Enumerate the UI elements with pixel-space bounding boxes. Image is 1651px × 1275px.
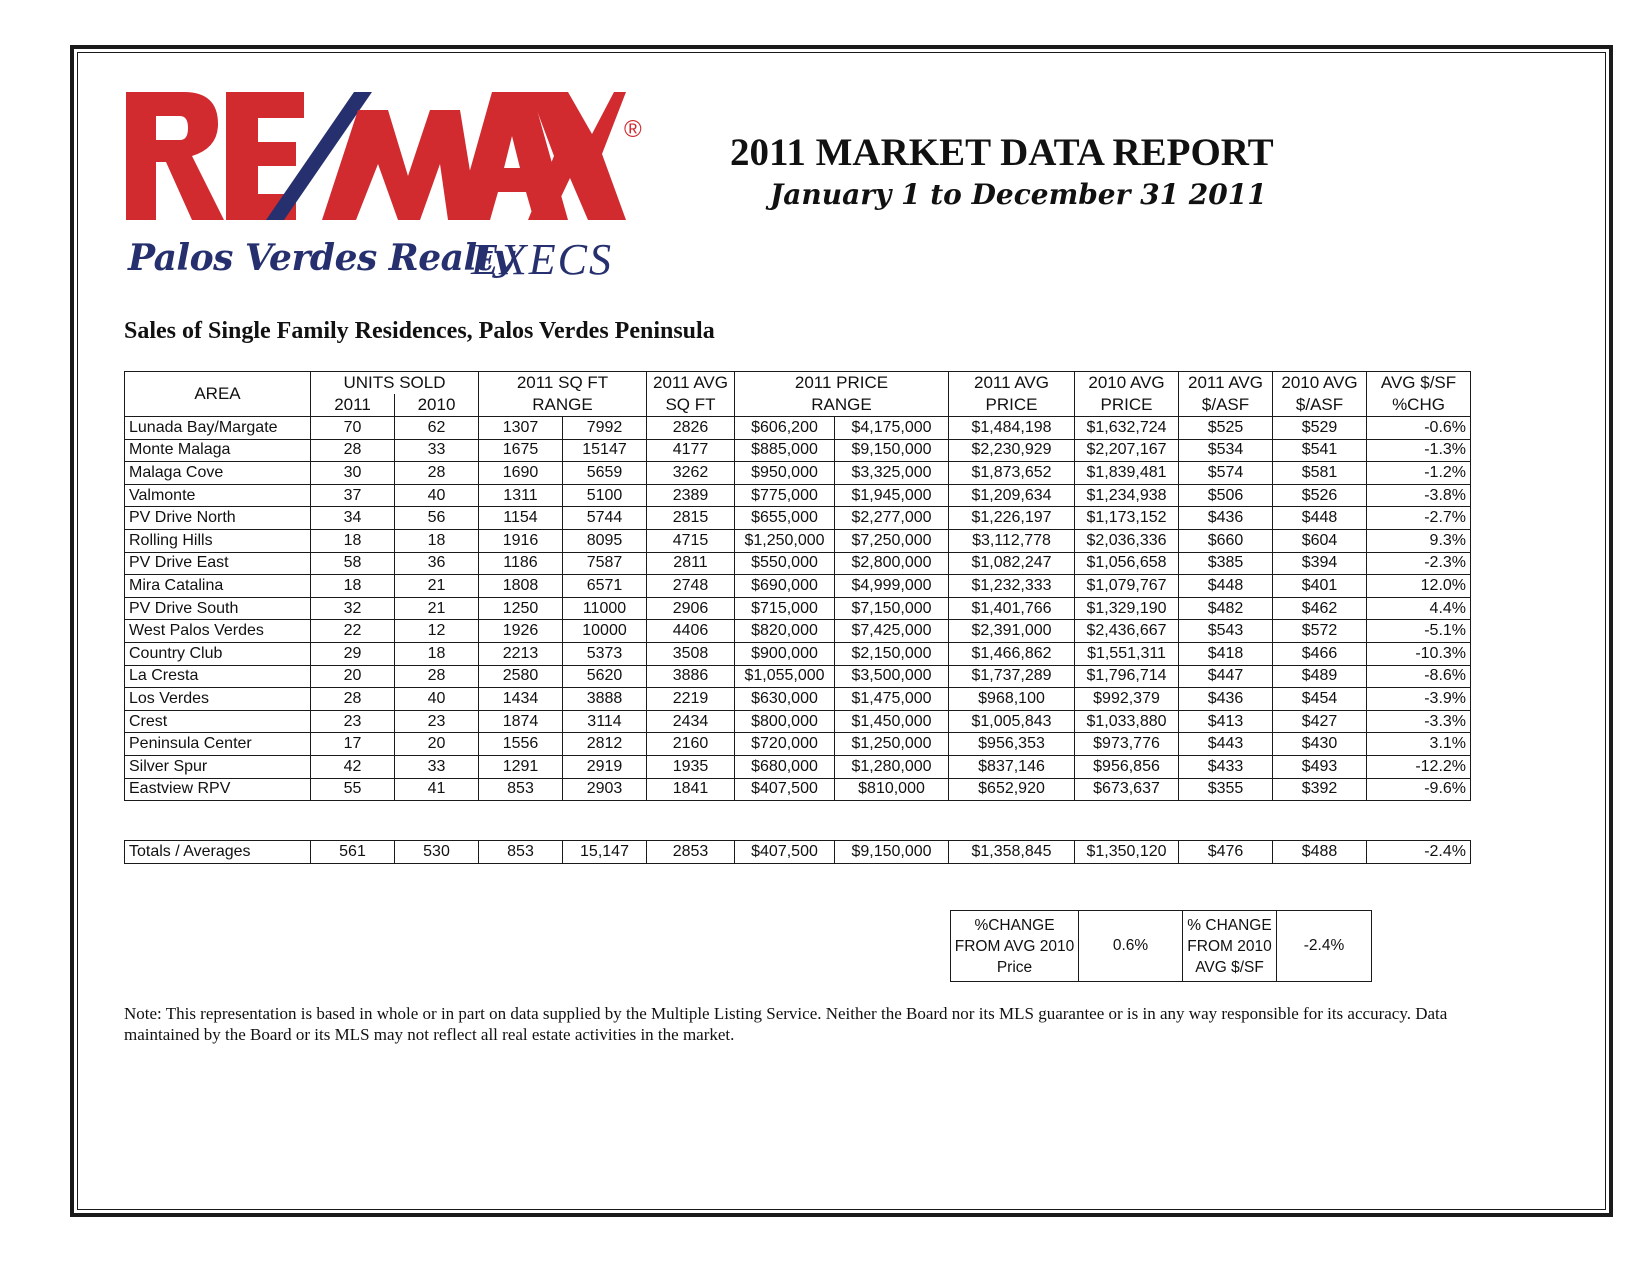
cell-avg-price-2010: $2,036,336 — [1075, 529, 1179, 552]
table-row — [125, 417, 1471, 440]
cell-units-2011: 22 — [311, 620, 395, 643]
header-units-sold: UNITS SOLD — [311, 372, 479, 395]
cell-sqft-min: 1291 — [479, 755, 563, 778]
cell-price-max: $7,150,000 — [835, 597, 949, 620]
table-row — [125, 575, 1471, 598]
header-avg-price-2011-sub: PRICE — [949, 394, 1075, 417]
price-change-label-line3: Price — [996, 958, 1033, 976]
header-avg-sqft: 2011 AVG — [647, 372, 735, 395]
cell-sqft-max: 2812 — [563, 733, 647, 756]
cell-avg-price-2011: $1,209,634 — [949, 484, 1075, 507]
cell-asf-2011: $443 — [1179, 733, 1273, 756]
table-row — [125, 462, 1471, 485]
cell-units-2010: 18 — [395, 642, 479, 665]
cell-units-2010: 40 — [395, 484, 479, 507]
cell-price-min: $1,250,000 — [735, 529, 835, 552]
cell-units-2010: 40 — [395, 688, 479, 711]
cell-asf-chg: -3.3% — [1367, 710, 1471, 733]
cell-area: La Cresta — [125, 665, 311, 688]
cell-sqft-min: 1690 — [479, 462, 563, 485]
table-row — [125, 755, 1471, 778]
cell-units-2010: 21 — [395, 575, 479, 598]
cell-avg-price-2011: $3,112,778 — [949, 529, 1075, 552]
table-row — [125, 620, 1471, 643]
logo-subtitle: Palos Verdes Realty — [128, 237, 514, 279]
cell-sqft-min: 1307 — [479, 417, 563, 440]
cell-units-2011: 17 — [311, 733, 395, 756]
cell-avg-sqft: 3262 — [647, 462, 735, 485]
cell-asf-2010: $394 — [1273, 552, 1367, 575]
cell-price-min: $800,000 — [735, 710, 835, 733]
cell-asf-chg: -0.6% — [1367, 417, 1471, 440]
logo-execs: EXECS — [471, 235, 613, 284]
cell-asf-chg: -8.6% — [1367, 665, 1471, 688]
table-row — [125, 439, 1471, 462]
cell-area: Peninsula Center — [125, 733, 311, 756]
header-asf-2010: 2010 AVG — [1273, 372, 1367, 395]
cell-price-max: $2,277,000 — [835, 507, 949, 530]
cell-price-min: $690,000 — [735, 575, 835, 598]
cell-asf-2011: $482 — [1179, 597, 1273, 620]
cell-avg-price-2011: $1,466,862 — [949, 642, 1075, 665]
cell-avg-price-2010: $992,379 — [1075, 688, 1179, 711]
cell-avg-sqft: 2434 — [647, 710, 735, 733]
cell-area: West Palos Verdes — [125, 620, 311, 643]
header-asf-2011: 2011 AVG — [1179, 372, 1273, 395]
cell-asf-chg: -12.2% — [1367, 755, 1471, 778]
cell-asf-2010: $581 — [1273, 462, 1367, 485]
cell-units-2011: 18 — [311, 575, 395, 598]
cell-avg-sqft: 4715 — [647, 529, 735, 552]
report-title: 2011 MARKET DATA REPORT — [730, 131, 1274, 174]
cell-units-2010: 28 — [395, 665, 479, 688]
cell-sqft-min: 853 — [479, 778, 563, 801]
cell-avg-sqft: 2815 — [647, 507, 735, 530]
cell-area: Eastview RPV — [125, 778, 311, 801]
cell-units-2010: 33 — [395, 439, 479, 462]
cell-avg-sqft: 3886 — [647, 665, 735, 688]
cell-asf-chg: -1.2% — [1367, 462, 1471, 485]
cell-avg-sqft: 1935 — [647, 755, 735, 778]
asf-change-label-line1: % CHANGE — [1187, 916, 1272, 934]
cell-asf-chg: 9.3% — [1367, 529, 1471, 552]
cell-units-2010: 21 — [395, 597, 479, 620]
cell-sqft-max: 3114 — [563, 710, 647, 733]
totals-row — [125, 841, 1471, 864]
totals-table — [124, 840, 1471, 864]
totals-asf-2011: $476 — [1179, 841, 1273, 864]
cell-units-2010: 20 — [395, 733, 479, 756]
cell-avg-price-2011: $1,484,198 — [949, 417, 1075, 440]
cell-price-max: $1,450,000 — [835, 710, 949, 733]
totals-sqft-max: 15,147 — [563, 841, 647, 864]
cell-price-max: $4,175,000 — [835, 417, 949, 440]
cell-asf-2011: $418 — [1179, 642, 1273, 665]
cell-avg-sqft: 2160 — [647, 733, 735, 756]
totals-avg-price-2011: $1,358,845 — [949, 841, 1075, 864]
header-sqft-range: 2011 SQ FT — [479, 372, 647, 395]
totals-area: Totals / Averages — [125, 841, 311, 864]
header-avg-sqft-sub: SQ FT — [647, 394, 735, 417]
cell-area: Monte Malaga — [125, 439, 311, 462]
cell-avg-sqft: 1841 — [647, 778, 735, 801]
cell-units-2011: 34 — [311, 507, 395, 530]
header-avg-price-2010-sub: PRICE — [1075, 394, 1179, 417]
cell-asf-chg: -10.3% — [1367, 642, 1471, 665]
cell-avg-price-2011: $837,146 — [949, 755, 1075, 778]
totals-avg-sqft: 2853 — [647, 841, 735, 864]
cell-asf-chg: 12.0% — [1367, 575, 1471, 598]
cell-sqft-max: 2919 — [563, 755, 647, 778]
cell-avg-price-2011: $1,226,197 — [949, 507, 1075, 530]
cell-asf-2010: $526 — [1273, 484, 1367, 507]
cell-asf-chg: -3.8% — [1367, 484, 1471, 507]
cell-avg-price-2010: $1,551,311 — [1075, 642, 1179, 665]
header-asf-2010-sub: $/ASF — [1273, 394, 1367, 417]
cell-asf-chg: -1.3% — [1367, 439, 1471, 462]
cell-units-2010: 28 — [395, 462, 479, 485]
cell-sqft-max: 15147 — [563, 439, 647, 462]
cell-asf-2010: $489 — [1273, 665, 1367, 688]
header-units-2011: 2011 — [311, 394, 395, 417]
cell-area: PV Drive North — [125, 507, 311, 530]
cell-price-max: $9,150,000 — [835, 439, 949, 462]
header-chg: AVG $/SF — [1367, 372, 1471, 395]
cell-area: PV Drive South — [125, 597, 311, 620]
cell-avg-price-2011: $652,920 — [949, 778, 1075, 801]
cell-avg-sqft: 2748 — [647, 575, 735, 598]
cell-units-2011: 23 — [311, 710, 395, 733]
header-avg-price-2010: 2010 AVG — [1075, 372, 1179, 395]
cell-sqft-max: 2903 — [563, 778, 647, 801]
cell-avg-price-2010: $1,632,724 — [1075, 417, 1179, 440]
cell-avg-sqft: 2826 — [647, 417, 735, 440]
cell-price-min: $820,000 — [735, 620, 835, 643]
cell-sqft-max: 7587 — [563, 552, 647, 575]
cell-avg-price-2010: $956,856 — [1075, 755, 1179, 778]
cell-asf-2010: $466 — [1273, 642, 1367, 665]
cell-units-2011: 30 — [311, 462, 395, 485]
cell-asf-2010: $529 — [1273, 417, 1367, 440]
cell-asf-2010: $604 — [1273, 529, 1367, 552]
cell-sqft-min: 1556 — [479, 733, 563, 756]
cell-asf-2011: $574 — [1179, 462, 1273, 485]
totals-avg-price-2010: $1,350,120 — [1075, 841, 1179, 864]
cell-avg-price-2011: $956,353 — [949, 733, 1075, 756]
market-data-table — [124, 371, 1471, 801]
change-summary-table — [950, 910, 1372, 982]
cell-avg-price-2011: $1,082,247 — [949, 552, 1075, 575]
cell-asf-chg: -9.6% — [1367, 778, 1471, 801]
totals-price-min: $407,500 — [735, 841, 835, 864]
cell-avg-sqft: 2811 — [647, 552, 735, 575]
cell-avg-price-2010: $1,056,658 — [1075, 552, 1179, 575]
cell-asf-2011: $534 — [1179, 439, 1273, 462]
cell-avg-sqft: 3508 — [647, 642, 735, 665]
cell-avg-price-2010: $2,207,167 — [1075, 439, 1179, 462]
cell-asf-chg: -5.1% — [1367, 620, 1471, 643]
price-change-label-line2: FROM AVG 2010 — [954, 937, 1075, 955]
cell-avg-price-2011: $1,005,843 — [949, 710, 1075, 733]
cell-avg-price-2010: $1,173,152 — [1075, 507, 1179, 530]
cell-area: Los Verdes — [125, 688, 311, 711]
cell-units-2011: 20 — [311, 665, 395, 688]
cell-price-min: $655,000 — [735, 507, 835, 530]
cell-units-2011: 58 — [311, 552, 395, 575]
cell-asf-2010: $448 — [1273, 507, 1367, 530]
cell-sqft-max: 7992 — [563, 417, 647, 440]
cell-area: Mira Catalina — [125, 575, 311, 598]
cell-price-min: $950,000 — [735, 462, 835, 485]
price-change-label — [951, 911, 1079, 982]
cell-sqft-max: 3888 — [563, 688, 647, 711]
cell-sqft-min: 1186 — [479, 552, 563, 575]
registered-mark: ® — [624, 116, 642, 143]
table-row — [125, 484, 1471, 507]
cell-price-min: $715,000 — [735, 597, 835, 620]
asf-change-label-line2: FROM 2010 — [1187, 937, 1272, 955]
asf-change-value: -2.4% — [1277, 911, 1372, 982]
cell-asf-2011: $413 — [1179, 710, 1273, 733]
cell-units-2011: 70 — [311, 417, 395, 440]
header-sqft-range-sub: RANGE — [479, 394, 647, 417]
price-change-label-line1: %CHANGE — [974, 916, 1055, 934]
cell-area: Valmonte — [125, 484, 311, 507]
cell-price-max: $3,325,000 — [835, 462, 949, 485]
cell-asf-2010: $427 — [1273, 710, 1367, 733]
cell-sqft-max: 5744 — [563, 507, 647, 530]
report-dates: January 1 to December 31 2011 — [770, 178, 1267, 211]
cell-avg-price-2011: $1,232,333 — [949, 575, 1075, 598]
cell-avg-price-2010: $1,839,481 — [1075, 462, 1179, 485]
cell-price-max: $7,425,000 — [835, 620, 949, 643]
cell-units-2011: 37 — [311, 484, 395, 507]
cell-price-min: $606,200 — [735, 417, 835, 440]
cell-sqft-max: 5373 — [563, 642, 647, 665]
cell-units-2011: 28 — [311, 439, 395, 462]
cell-avg-price-2011: $2,230,929 — [949, 439, 1075, 462]
cell-asf-chg: 3.1% — [1367, 733, 1471, 756]
cell-price-max: $810,000 — [835, 778, 949, 801]
cell-units-2011: 28 — [311, 688, 395, 711]
table-row — [125, 710, 1471, 733]
cell-price-max: $2,800,000 — [835, 552, 949, 575]
cell-sqft-min: 1926 — [479, 620, 563, 643]
cell-avg-sqft: 2219 — [647, 688, 735, 711]
cell-price-min: $885,000 — [735, 439, 835, 462]
table-row — [125, 778, 1471, 801]
table-body — [125, 417, 1471, 801]
cell-area: Rolling Hills — [125, 529, 311, 552]
cell-sqft-min: 2213 — [479, 642, 563, 665]
totals-units-2010: 530 — [395, 841, 479, 864]
table-row — [125, 665, 1471, 688]
cell-avg-price-2010: $1,329,190 — [1075, 597, 1179, 620]
cell-avg-price-2011: $1,873,652 — [949, 462, 1075, 485]
cell-area: Malaga Cove — [125, 462, 311, 485]
cell-sqft-max: 8095 — [563, 529, 647, 552]
cell-price-max: $4,999,000 — [835, 575, 949, 598]
cell-sqft-max: 5659 — [563, 462, 647, 485]
header-area: AREA — [125, 372, 311, 417]
remax-wordmark-icon — [126, 92, 626, 232]
cell-avg-price-2010: $973,776 — [1075, 733, 1179, 756]
header-chg-sub: %CHG — [1367, 394, 1471, 417]
cell-price-max: $1,945,000 — [835, 484, 949, 507]
header-avg-price-2011: 2011 AVG — [949, 372, 1075, 395]
cell-units-2010: 56 — [395, 507, 479, 530]
cell-asf-2011: $543 — [1179, 620, 1273, 643]
cell-price-max: $2,150,000 — [835, 642, 949, 665]
totals-price-max: $9,150,000 — [835, 841, 949, 864]
cell-price-max: $3,500,000 — [835, 665, 949, 688]
cell-price-min: $630,000 — [735, 688, 835, 711]
cell-area: PV Drive East — [125, 552, 311, 575]
cell-units-2011: 42 — [311, 755, 395, 778]
cell-price-min: $680,000 — [735, 755, 835, 778]
cell-asf-2010: $454 — [1273, 688, 1367, 711]
cell-sqft-max: 10000 — [563, 620, 647, 643]
table-row — [125, 552, 1471, 575]
cell-asf-2011: $525 — [1179, 417, 1273, 440]
cell-area: Lunada Bay/Margate — [125, 417, 311, 440]
cell-avg-price-2010: $1,796,714 — [1075, 665, 1179, 688]
cell-price-max: $1,475,000 — [835, 688, 949, 711]
table-row — [125, 733, 1471, 756]
cell-price-min: $720,000 — [735, 733, 835, 756]
asf-change-label — [1183, 911, 1277, 982]
cell-price-max: $1,250,000 — [835, 733, 949, 756]
cell-units-2011: 55 — [311, 778, 395, 801]
cell-sqft-min: 1154 — [479, 507, 563, 530]
cell-sqft-max: 5100 — [563, 484, 647, 507]
table-row — [125, 597, 1471, 620]
header-price-range-sub: RANGE — [735, 394, 949, 417]
cell-avg-sqft: 2389 — [647, 484, 735, 507]
cell-units-2010: 33 — [395, 755, 479, 778]
cell-units-2010: 12 — [395, 620, 479, 643]
cell-area: Silver Spur — [125, 755, 311, 778]
cell-asf-2011: $660 — [1179, 529, 1273, 552]
cell-sqft-max: 6571 — [563, 575, 647, 598]
table-row — [125, 642, 1471, 665]
cell-asf-2011: $506 — [1179, 484, 1273, 507]
cell-sqft-min: 1916 — [479, 529, 563, 552]
table-row — [125, 688, 1471, 711]
totals-sqft-min: 853 — [479, 841, 563, 864]
table-row — [125, 529, 1471, 552]
cell-units-2010: 23 — [395, 710, 479, 733]
cell-asf-2011: $433 — [1179, 755, 1273, 778]
cell-price-max: $7,250,000 — [835, 529, 949, 552]
cell-units-2011: 29 — [311, 642, 395, 665]
cell-area: Country Club — [125, 642, 311, 665]
cell-price-min: $775,000 — [735, 484, 835, 507]
totals-asf-chg: -2.4% — [1367, 841, 1471, 864]
cell-units-2010: 62 — [395, 417, 479, 440]
totals-asf-2010: $488 — [1273, 841, 1367, 864]
cell-avg-sqft: 4406 — [647, 620, 735, 643]
cell-asf-2011: $355 — [1179, 778, 1273, 801]
cell-asf-2011: $436 — [1179, 688, 1273, 711]
header-price-range: 2011 PRICE — [735, 372, 949, 395]
cell-asf-2010: $493 — [1273, 755, 1367, 778]
cell-avg-price-2011: $1,401,766 — [949, 597, 1075, 620]
cell-sqft-min: 1250 — [479, 597, 563, 620]
cell-asf-chg: 4.4% — [1367, 597, 1471, 620]
cell-price-min: $550,000 — [735, 552, 835, 575]
cell-asf-2011: $447 — [1179, 665, 1273, 688]
cell-asf-chg: -3.9% — [1367, 688, 1471, 711]
cell-asf-2010: $462 — [1273, 597, 1367, 620]
cell-asf-2011: $385 — [1179, 552, 1273, 575]
remax-logo — [126, 92, 666, 292]
asf-change-label-line3: AVG $/SF — [1195, 958, 1264, 976]
cell-avg-sqft: 4177 — [647, 439, 735, 462]
cell-sqft-min: 1675 — [479, 439, 563, 462]
cell-asf-2011: $436 — [1179, 507, 1273, 530]
totals-units-2011: 561 — [311, 841, 395, 864]
cell-price-min: $1,055,000 — [735, 665, 835, 688]
cell-units-2011: 18 — [311, 529, 395, 552]
disclaimer-note: Note: This representation is based in whole or in part on data supplied by the Multiple Listing Service. Neither the Board nor its MLS guarantee or is in any way responsible for its accuracy. Data maintained by the Board or its MLS may not reflect all real estate activities in the market. — [124, 1004, 1448, 1044]
cell-avg-price-2011: $2,391,000 — [949, 620, 1075, 643]
cell-units-2010: 18 — [395, 529, 479, 552]
cell-asf-2011: $448 — [1179, 575, 1273, 598]
cell-avg-price-2011: $968,100 — [949, 688, 1075, 711]
section-heading: Sales of Single Family Residences, Palos Verdes Peninsula — [124, 318, 715, 344]
cell-sqft-min: 1434 — [479, 688, 563, 711]
cell-units-2010: 36 — [395, 552, 479, 575]
cell-price-min: $407,500 — [735, 778, 835, 801]
header-units-2010: 2010 — [395, 394, 479, 417]
cell-asf-2010: $541 — [1273, 439, 1367, 462]
cell-units-2011: 32 — [311, 597, 395, 620]
cell-avg-price-2010: $1,033,880 — [1075, 710, 1179, 733]
cell-sqft-min: 1311 — [479, 484, 563, 507]
cell-asf-2010: $401 — [1273, 575, 1367, 598]
cell-asf-2010: $392 — [1273, 778, 1367, 801]
cell-sqft-max: 11000 — [563, 597, 647, 620]
cell-asf-2010: $430 — [1273, 733, 1367, 756]
cell-avg-sqft: 2906 — [647, 597, 735, 620]
cell-price-max: $1,280,000 — [835, 755, 949, 778]
cell-sqft-min: 1874 — [479, 710, 563, 733]
cell-asf-2010: $572 — [1273, 620, 1367, 643]
cell-asf-chg: -2.3% — [1367, 552, 1471, 575]
cell-avg-price-2010: $1,079,767 — [1075, 575, 1179, 598]
price-change-value: 0.6% — [1079, 911, 1183, 982]
cell-sqft-min: 2580 — [479, 665, 563, 688]
cell-units-2010: 41 — [395, 778, 479, 801]
cell-area: Crest — [125, 710, 311, 733]
header-asf-2011-sub: $/ASF — [1179, 394, 1273, 417]
cell-avg-price-2010: $2,436,667 — [1075, 620, 1179, 643]
cell-sqft-min: 1808 — [479, 575, 563, 598]
cell-sqft-max: 5620 — [563, 665, 647, 688]
cell-avg-price-2010: $1,234,938 — [1075, 484, 1179, 507]
cell-avg-price-2011: $1,737,289 — [949, 665, 1075, 688]
cell-avg-price-2010: $673,637 — [1075, 778, 1179, 801]
table-row — [125, 507, 1471, 530]
cell-price-min: $900,000 — [735, 642, 835, 665]
cell-asf-chg: -2.7% — [1367, 507, 1471, 530]
